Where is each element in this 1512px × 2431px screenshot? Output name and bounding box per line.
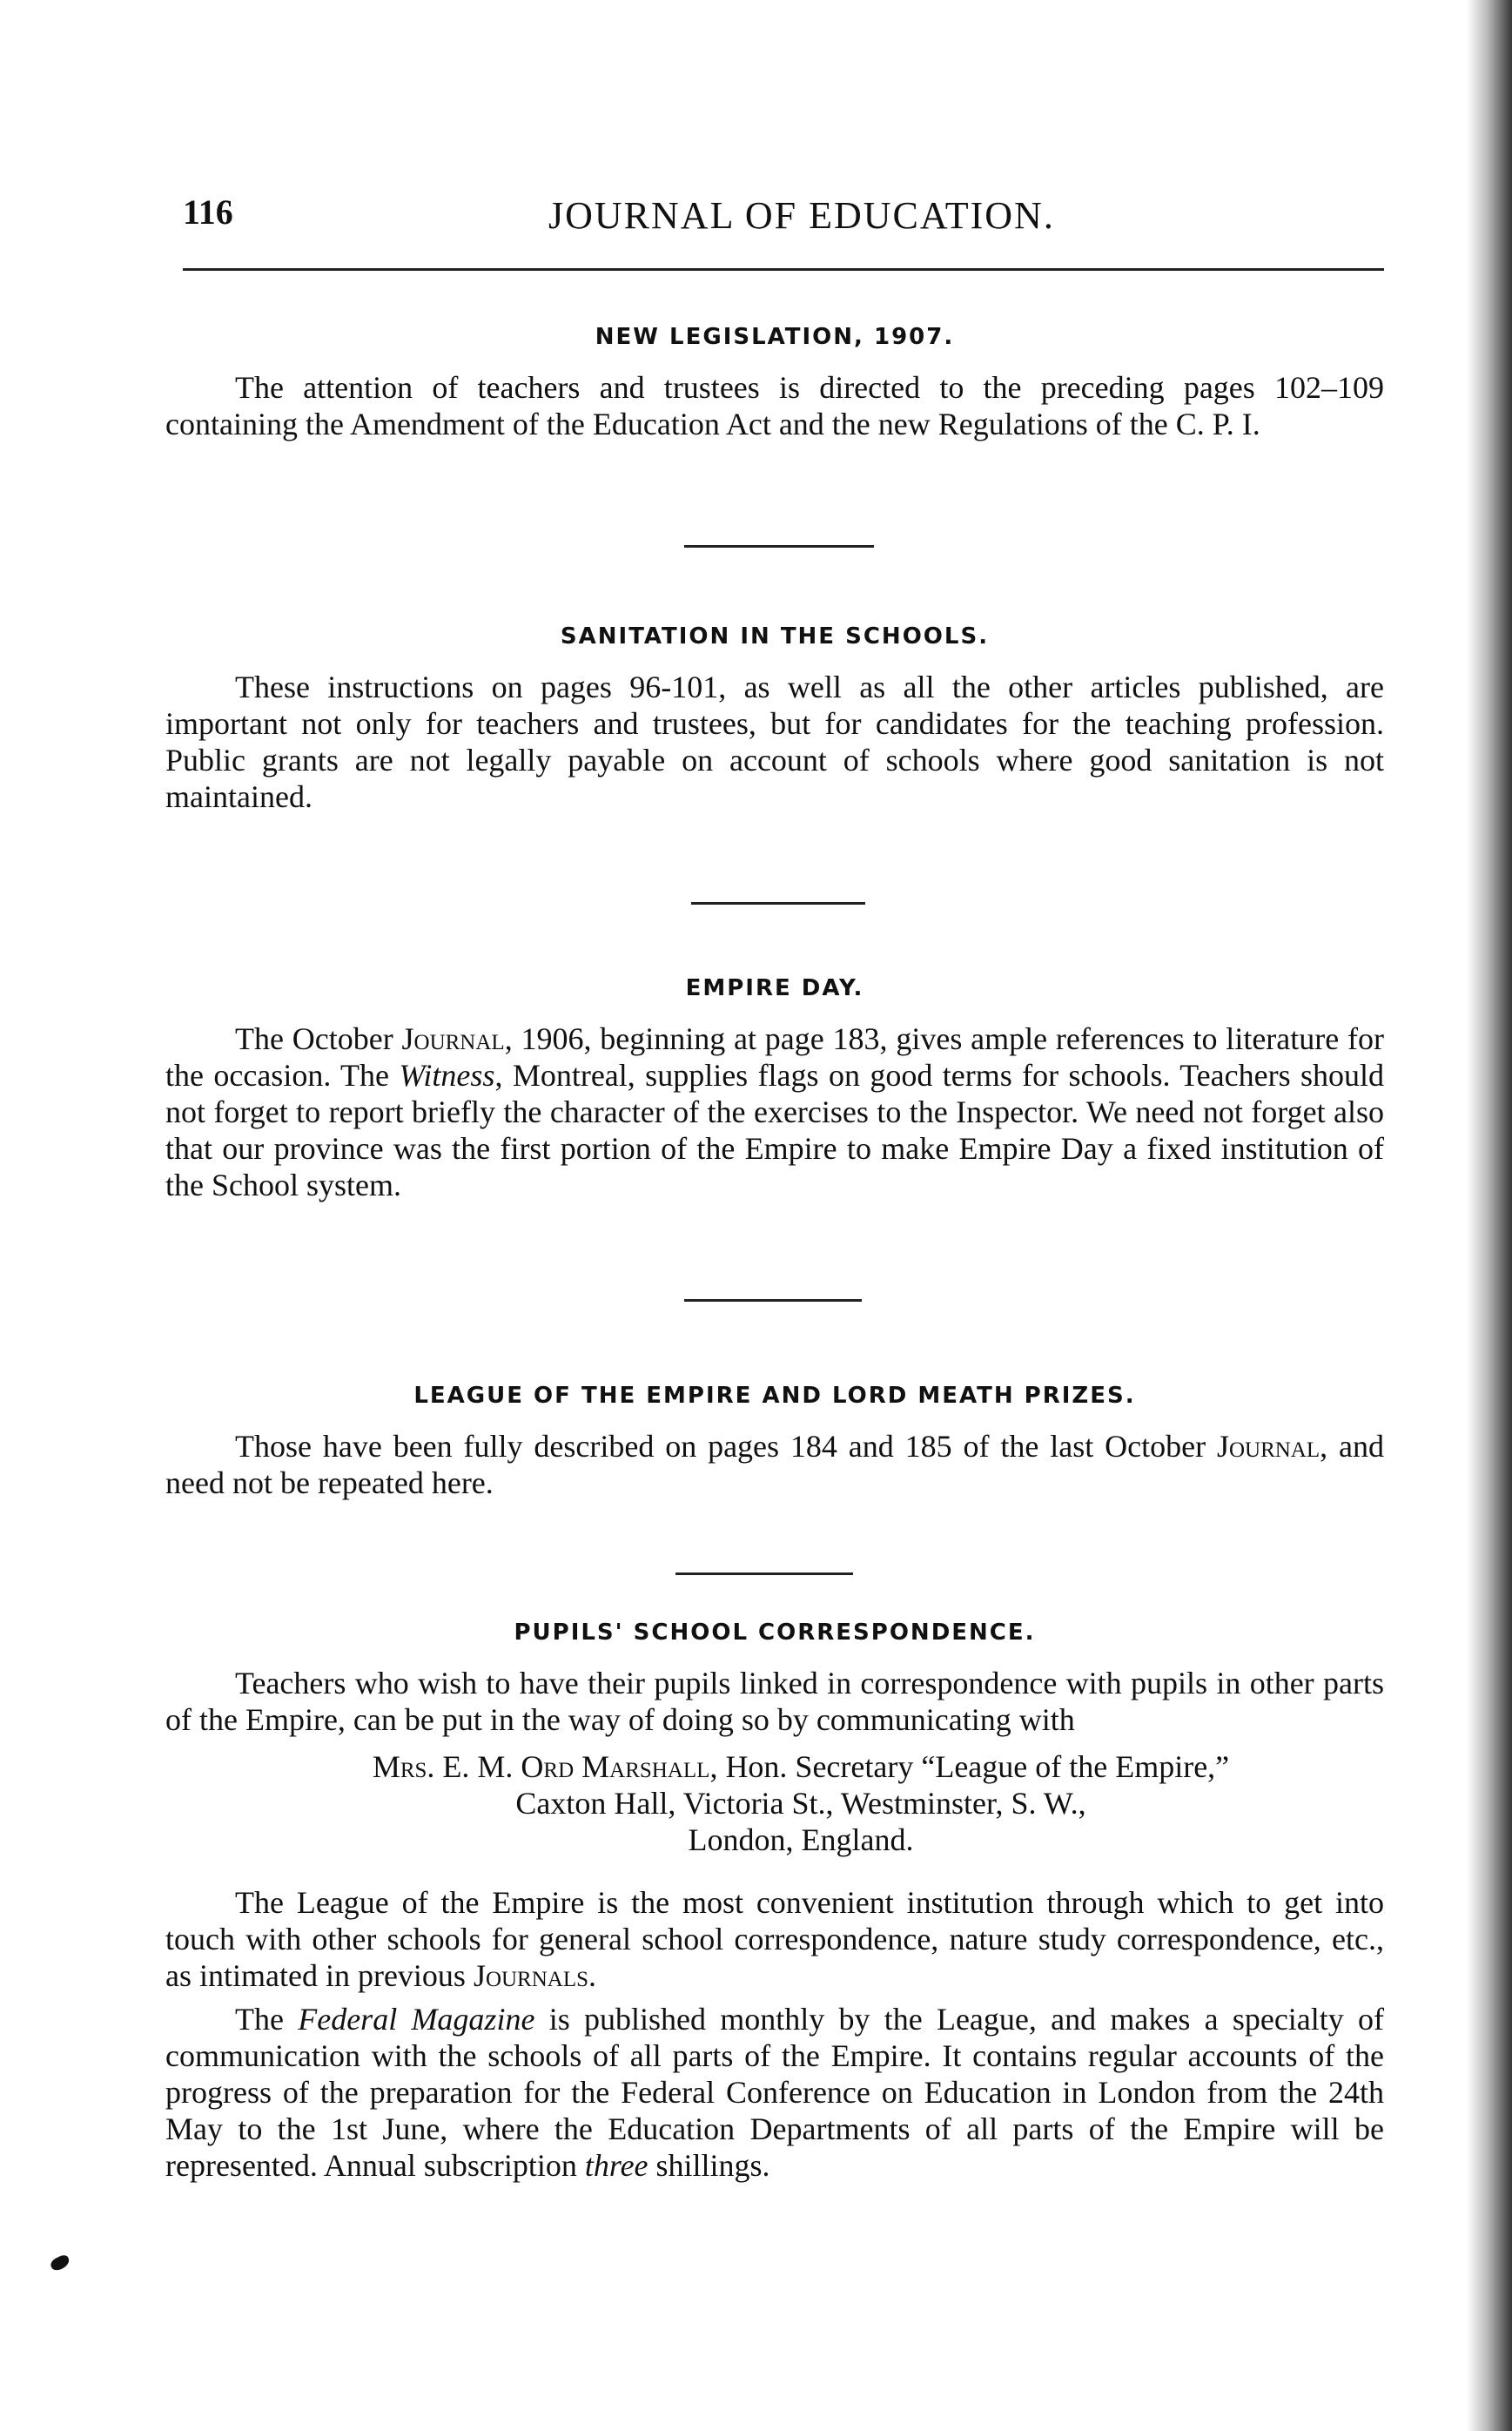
section-heading: EMPIRE DAY. <box>685 975 864 1001</box>
running-head <box>183 192 1384 253</box>
section-heading: NEW LEGISLATION, 1907. <box>595 324 955 350</box>
paragraph: The attention of teachers and trustees is directed to the preceding pages 102–109 containing the Amendment of the Education Act and the new Regulations of the C. P. I. <box>165 370 1384 441</box>
scan-page-edge <box>1467 0 1512 2431</box>
text-run: Those have been fully described on pages 184 and 185 of the last October <box>235 1429 1217 1464</box>
section-divider <box>684 1299 862 1302</box>
section-new-legislation <box>165 324 1384 442</box>
text-run: , 1906, beginning at page 183, gives ample references to literature for the occasion. The <box>165 1021 1384 1093</box>
page-number: 116 <box>183 192 233 232</box>
journal-word: Journal <box>401 1021 505 1056</box>
text-run: The League of the Empire is the most convenient institution through which to get into touch with other schools for general school correspondence, nature study correspondence, etc., as intimated in previous <box>165 1885 1384 1993</box>
paragraph <box>165 2001 1384 2184</box>
paragraph <box>165 1020 1384 1203</box>
text-run: , Montreal, supplies flags on good terms for schools. Teachers should not forget to report briefly the character of the exercises to the Inspector. We need not forget also that our province was the first portion of the Empire to make Empire Day a fixed institution of the School system. <box>165 1058 1384 1202</box>
address-block <box>218 1748 1384 1858</box>
address-line <box>218 1748 1384 1785</box>
text-run: The <box>235 2002 299 2037</box>
section-divider <box>691 902 865 905</box>
section-heading: SANITATION IN THE SCHOOLS. <box>560 623 990 650</box>
header-rule <box>183 268 1384 271</box>
section-heading: PUPILS' SCHOOL CORRESPONDENCE. <box>514 1620 1036 1646</box>
address-line: Caxton Hall, Victoria St., Westminster, S. W., <box>515 1786 1086 1821</box>
paragraph <box>165 1884 1384 1994</box>
address-line: London, England. <box>688 1822 914 1857</box>
text-run: . <box>588 1958 597 1993</box>
journal-title: JOURNAL OF EDUCATION. <box>548 194 1055 237</box>
ink-blot-mark <box>49 2253 71 2273</box>
journal-word: Journal <box>1216 1429 1320 1464</box>
magazine-title: Federal Magazine <box>298 2002 535 2037</box>
text-run: shillings. <box>648 2148 770 2183</box>
paragraph: These instructions on pages 96-101, as well as all the other articles published, are important not only for teachers and trustees, but for candidates for the teaching profession. Public grants are not legally payable on account of schools where good sanitation is not maintained. <box>165 670 1384 814</box>
section-sanitation <box>165 623 1384 815</box>
text-run: , and need not be repeated here. <box>165 1429 1384 1500</box>
witness-title: Witness <box>399 1058 495 1093</box>
section-empire-day <box>165 975 1384 1203</box>
section-league-prizes <box>165 1383 1384 1501</box>
paragraph <box>165 1428 1384 1501</box>
journals-word: Journals <box>473 1958 589 1993</box>
section-divider <box>684 545 874 548</box>
emphasis-word: three <box>584 2148 648 2183</box>
text-run: is published monthly by the League, and makes a specialty of communication with the schools of all parts of the Empire. It contains regular accounts of the progress of the preparation for the Federal Conference on Education in London from the 24th May to the 1st June, where the Education Departments of all parts of the Empire will be represented. Annual subscription <box>165 2002 1385 2183</box>
paragraph: Teachers who wish to have their pupils linked in correspondence with pupils in other parts of the Empire, can be put in the way of doing so by communicating with <box>165 1666 1384 1737</box>
section-divider <box>675 1572 853 1575</box>
address-name: Mrs. E. M. Ord Marshall <box>372 1749 710 1784</box>
section-heading: LEAGUE OF THE EMPIRE AND LORD MEATH PRIZES. <box>413 1383 1136 1409</box>
address-text: , Hon. Secretary “League of the Empire,” <box>709 1749 1230 1784</box>
section-pupils-correspondence <box>165 1620 1384 2184</box>
text-run: The October <box>235 1021 402 1056</box>
